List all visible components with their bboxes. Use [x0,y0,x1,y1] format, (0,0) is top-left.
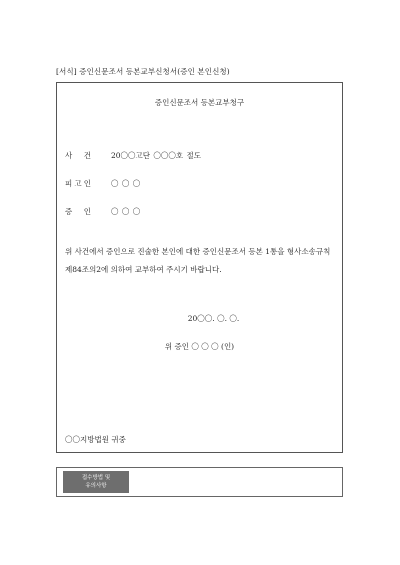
witness-signature-line: 위 증인 〇 〇 〇 (인) [164,342,235,351]
request-form [56,82,343,453]
notes-label-line1: 접수방법 및 [81,475,111,481]
notes-label-line2: 유의사항 [85,483,107,489]
witness-value: 〇 〇 〇 [111,207,141,216]
case-label: 사 건 [65,151,91,160]
notes-label [63,471,129,493]
defendant-label: 피 고 인 [65,179,91,188]
notes-section [56,467,343,497]
defendant-value: 〇 〇 〇 [111,179,141,188]
case-value: 20〇〇고단 〇〇〇호 절도 [111,151,202,160]
form-title: 증인신문조서 등본교부청구 [154,98,245,107]
document-heading: [서식] 증인신문조서 등본교부신청서(증인 본인신청) [56,67,230,76]
request-body: 위 사건에서 증인으로 진술한 본인에 대한 증인신문조서 등본 1통을 형사소송규칙 제84조의2에 의하여 교부하여 주시기 바랍니다. [65,247,331,274]
request-date: 20〇〇. 〇. 〇. [187,314,240,323]
court-addressee: 〇〇지방법원 귀중 [65,435,126,444]
witness-label: 증 인 [65,207,91,216]
